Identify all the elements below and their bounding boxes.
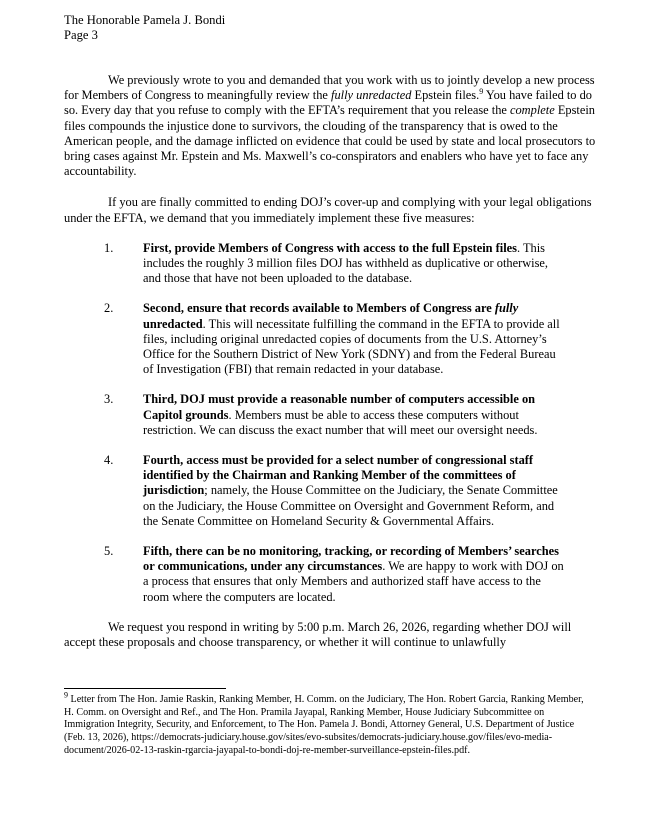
item-heading: Fifth, there can be no monitoring, tracking, or recording of Members’ searches or communications, under any circumstances xyxy=(143,544,559,574)
list-item xyxy=(64,544,599,605)
list-item-text xyxy=(143,241,567,287)
paragraph-prior-request xyxy=(64,73,599,179)
paragraph-demands-intro: If you are finally committed to ending DOJ’s cover-up and complying with your legal obligations under the EFTA, we demand that you immediately implement these five measures: xyxy=(64,195,592,225)
list-item xyxy=(64,453,599,529)
item-heading: Fourth, access must be provided for a select number of congressional staff identified by the Chairman and Ranking Member of the committees of jurisdiction xyxy=(143,453,534,498)
list-number: 5. xyxy=(104,544,114,559)
list-number: 2. xyxy=(104,301,114,316)
item-body: . We are happy to work with DOJ on a process that ensures that only Members and authorized staff have access to the room where the computers are located. xyxy=(143,559,564,604)
item-heading: First, provide Members of Congress with access to the full Epstein files xyxy=(143,240,517,255)
list-number: 4. xyxy=(104,453,114,468)
item-heading-emphasis: fully xyxy=(494,301,519,316)
item-body: . This includes the roughly 3 million files DOJ has withheld as duplicative or otherwise, and those that have not been uploaded to the database. xyxy=(143,240,549,286)
emphasis-text: complete xyxy=(509,103,555,118)
item-body: ; namely, the House Committee on the Judiciary, the Senate Committee on the Judiciary, the House Committee on Oversight and Government Reform, and the Senate Committee on Homeland Security & Governmental Affairs. xyxy=(143,483,558,528)
measures-list xyxy=(64,241,599,605)
list-item xyxy=(64,392,599,438)
item-heading: Third, DOJ must provide a reasonable number of computers accessible on Capitol grounds xyxy=(143,392,536,422)
footnote-reference: 9 xyxy=(479,87,484,97)
footnote-text: Letter from The Hon. Jamie Raskin, Ranking Member, H. Comm. on the Judiciary, The Hon. Robert Garcia, Ranking Member, H. Comm. on Oversight and Ref., and The Hon. Pramila Jayapal, Ranking Member, House Judiciary Subcommittee on Immigration Integrity, Security, and Enforcement, to The Hon. Pamela J. Bondi, Attorney General, U.S. Department of Justice (Feb. 13, 2026), https://democrats-judiciary.house.gov/sites/evo-subsites/democrats-judiciary.house.gov/files/evo-media-document/2026-02-13-raskin-rgarcia-jayapal-to-bondi-doj-re-member-surveillance-epstein-files.pdf. xyxy=(64,694,584,756)
footnote xyxy=(64,690,594,758)
list-item-text xyxy=(143,544,567,605)
paragraph-text: You have failed to do so. Every day that you refuse to comply with the EFTA’s requirement that you release the xyxy=(64,88,592,118)
list-item xyxy=(64,301,599,377)
footnote-number: 9 xyxy=(64,690,68,700)
page-number: Page 3 xyxy=(64,28,98,42)
paragraph-text: Epstein files. xyxy=(411,88,480,103)
item-body: . Members must be able to access these computers without restriction. We can discuss the exact number that will meet our oversight needs. xyxy=(143,407,538,437)
paragraph-text: We previously wrote to you and demanded that you work with us to jointly develop a new process for Members of Congress to meaningfully review the xyxy=(64,73,595,103)
list-item-text xyxy=(143,301,567,377)
footnote-divider xyxy=(64,688,226,689)
list-item xyxy=(64,241,599,287)
recipient-name: The Honorable Pamela J. Bondi xyxy=(64,13,226,27)
item-heading-end: unredacted xyxy=(143,316,203,331)
paragraph-response-request: We request you respond in writing by 5:00 p.m. March 26, 2026, regarding whether DOJ will accept these proposals and choose transparency, or whether it will continue to unlawfully xyxy=(64,619,572,650)
item-body: . This will necessitate fulfilling the command in the EFTA to provide all files, including original unredacted copies of documents from the U.S. Attorney’s Office for the Southern District of New York (SDNY) and from the Federal Bureau of Investigation (FBI) that remain redacted in your database. xyxy=(143,316,560,377)
list-number: 1. xyxy=(104,240,114,255)
list-item-text xyxy=(143,392,567,438)
page-header xyxy=(64,13,599,43)
paragraph-text: Epstein files compounds the injustice done to survivors, the clouding of the transparency that is owed to the American people, and the damage inflicted on evidence that could be used by state and local prosecutors to bring cases against Mr. Epstein and Ms. Maxwell’s co-conspirators and enablers who have yet to face any accountability. xyxy=(64,103,596,179)
list-item-text xyxy=(143,453,567,529)
list-number: 3. xyxy=(104,392,114,407)
item-heading: Second, ensure that records available to Members of Congress are xyxy=(143,301,495,316)
emphasis-text: fully unredacted xyxy=(331,88,412,103)
